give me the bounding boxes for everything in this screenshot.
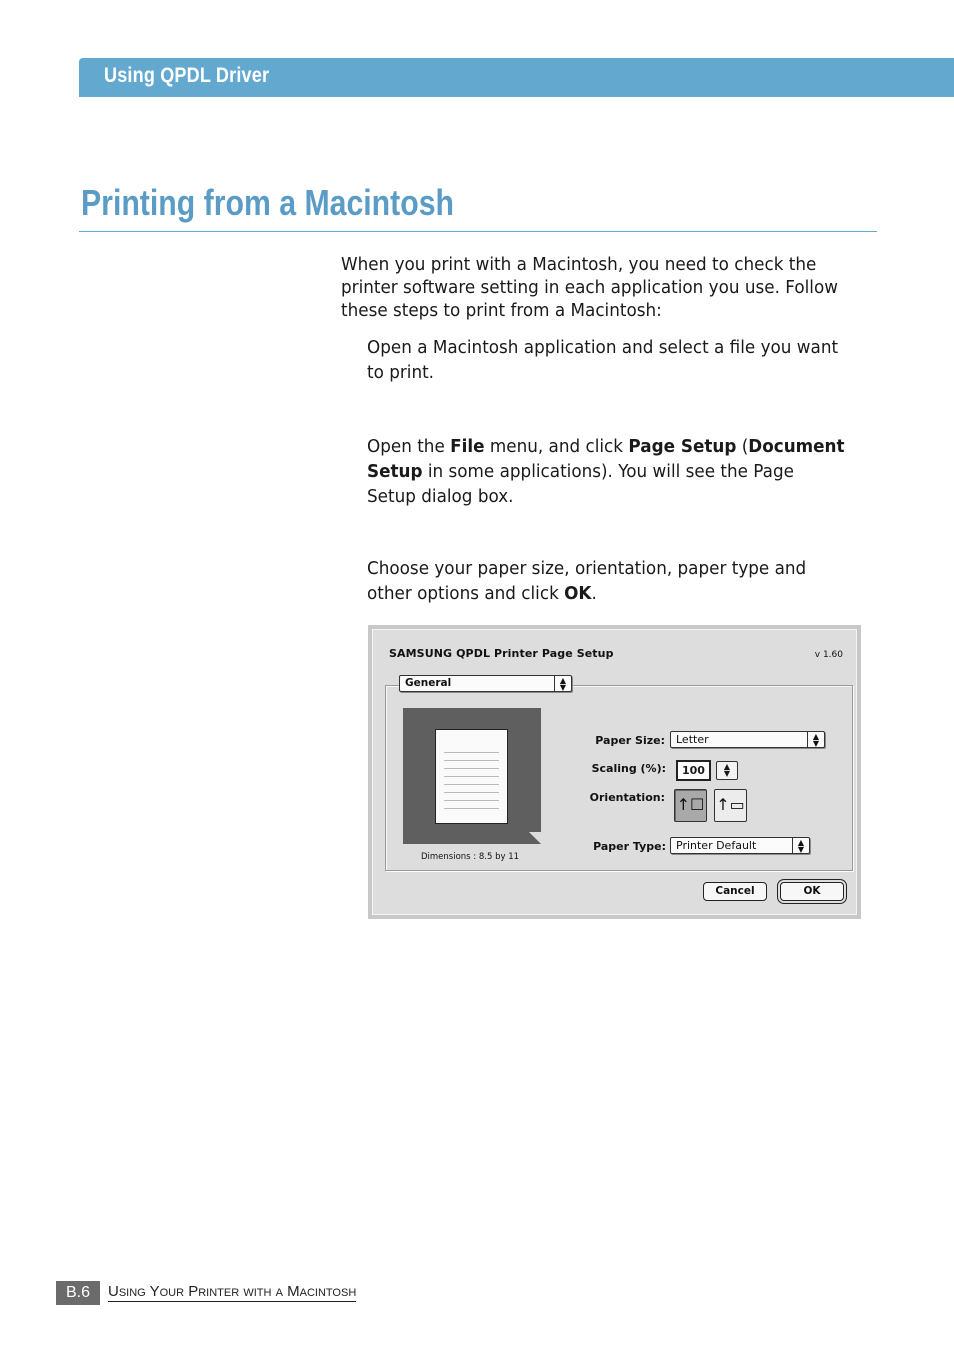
page-title: Printing from a Macintosh: [81, 182, 454, 223]
landscape-orientation-button[interactable]: [714, 789, 747, 822]
landscape-orientation-icon: ↑▭: [716, 795, 745, 814]
paper-preview-icon: [435, 729, 508, 824]
paper-size-value: Letter: [676, 733, 709, 746]
section-header-title: Using QPDL Driver: [104, 64, 270, 87]
page-setup-dialog: [368, 625, 861, 919]
step-3-text: Choose your paper size, orientation, paper type and other options and click OK.: [367, 559, 807, 604]
scaling-input[interactable]: 100: [676, 760, 711, 781]
section-header-bar: [79, 58, 954, 97]
dialog-version: v 1.60: [814, 650, 843, 660]
footer-chapter-title: Using Your Printer with a Macintosh: [108, 1283, 357, 1300]
portrait-orientation-button[interactable]: [674, 789, 707, 822]
page-number-badge: B.6: [56, 1281, 100, 1305]
page-curl-icon: [529, 832, 541, 844]
page-preview: [403, 708, 541, 844]
cancel-button[interactable]: Cancel: [703, 882, 767, 901]
dialog-title: SAMSUNG QPDL Printer Page Setup: [389, 647, 614, 660]
updown-arrows-icon: ▲ ▼: [792, 838, 809, 853]
scaling-label: Scaling (%):: [591, 762, 666, 775]
step-2-text: Open the File menu, and click Page Setup (Document Setup in some applications). You will see the Page Setup dialog box.: [367, 437, 845, 507]
dialog-body: [372, 629, 857, 915]
panel-popup-menu[interactable]: [399, 675, 572, 692]
paper-dimensions: Dimensions : 8.5 by 11: [421, 852, 520, 862]
paper-type-value: Printer Default: [676, 839, 757, 852]
scaling-stepper[interactable]: ▲ ▼: [716, 761, 738, 780]
paper-size-label: Paper Size:: [595, 734, 665, 747]
updown-arrows-icon: ▲ ▼: [554, 676, 571, 691]
paper-type-select[interactable]: [670, 837, 810, 854]
orientation-label: Orientation:: [589, 791, 665, 804]
ok-button[interactable]: OK: [780, 882, 844, 901]
intro-paragraph: When you print with a Macintosh, you need to check the printer software setting in each application you use. Follow these steps to print from a Macintosh:: [341, 255, 838, 321]
panel-popup-value: General: [405, 677, 452, 689]
title-divider: [79, 231, 877, 232]
portrait-orientation-icon: ↑☐: [676, 795, 705, 814]
paper-type-label: Paper Type:: [593, 840, 666, 853]
updown-arrows-icon: ▲ ▼: [807, 732, 824, 747]
step-1-text: Open a Macintosh application and select a file you want to print.: [367, 338, 839, 383]
paper-size-select[interactable]: [670, 731, 825, 748]
